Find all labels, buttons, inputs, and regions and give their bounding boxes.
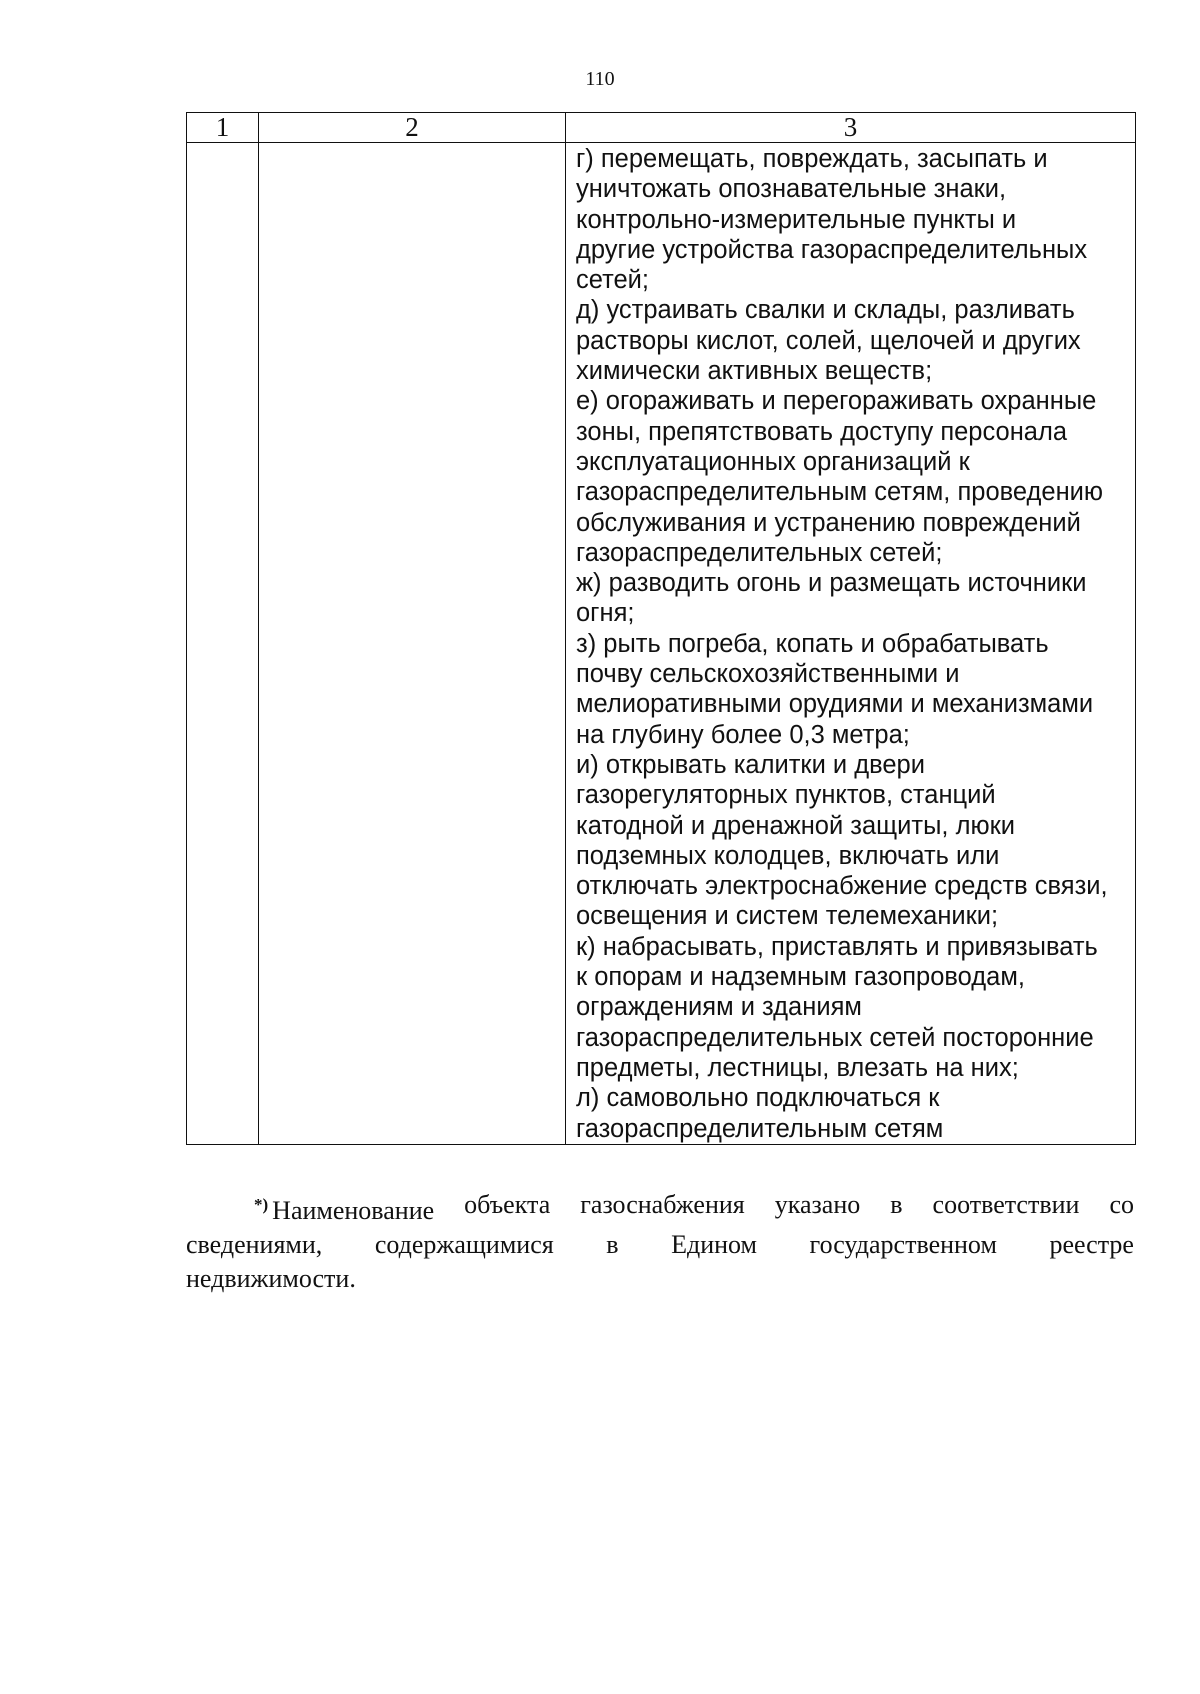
footnote-word: газоснабжения [580, 1190, 745, 1219]
column-header-1: 1 [187, 113, 259, 143]
footnote-line-1 [186, 1188, 1134, 1228]
restriction-line: обслуживания и устранению повреждений [576, 508, 1081, 537]
restriction-line: почву сельскохозяйственными и [576, 660, 960, 689]
restriction-line: эксплуатационных организаций к [576, 447, 970, 476]
restriction-line: л) самовольно подключаться к [576, 1084, 940, 1113]
footnote-word: в [606, 1230, 619, 1259]
restriction-line: к опорам и надземным газопроводам, [576, 963, 1025, 992]
restriction-line: з) рыть погреба, копать и обрабатывать [576, 629, 1049, 658]
footnote-word: содержащимися [374, 1230, 554, 1259]
restriction-line: газораспределительным сетям, проведению [576, 478, 1104, 507]
restriction-line: другие устройства газораспределительных [576, 235, 1088, 264]
restriction-line: зоны, препятствовать доступу персонала [576, 417, 1068, 446]
footnote-word: государственном [809, 1230, 997, 1259]
restriction-line: е) огораживать и перегораживать охранные [576, 387, 1097, 416]
restriction-line: освещения и систем телемеханики; [576, 902, 999, 931]
footnote-word: объекта [464, 1190, 551, 1219]
column-header-2: 2 [259, 113, 566, 143]
footnote-line-2 [186, 1228, 1134, 1262]
page-number: 110 [585, 68, 615, 90]
cell-col-3 [566, 143, 1136, 1145]
table-header-row [187, 113, 1136, 143]
restriction-line: подземных колодцев, включать или [576, 841, 1000, 870]
footnote-line-3 [186, 1262, 1134, 1296]
restriction-line: к) набрасывать, приставлять и привязывать [576, 932, 1098, 961]
column-header-3: 3 [566, 113, 1136, 143]
restriction-line: ж) разводить огонь и размещать источники [576, 569, 1087, 598]
restriction-line: уничтожать опознавательные знаки, [576, 175, 1007, 204]
table-row [187, 143, 1136, 1145]
restriction-line: газораспределительных сетей; [576, 538, 943, 567]
footnote-word: реестре [1049, 1230, 1134, 1259]
restriction-line: на глубину более 0,3 метра; [576, 720, 910, 749]
restriction-line: предметы, лестницы, влезать на них; [576, 1053, 1019, 1082]
footnote [186, 1188, 1134, 1296]
restriction-line: сетей; [576, 266, 649, 295]
footnote-word: в [890, 1190, 903, 1219]
restriction-line: д) устраивать свалки и склады, разливать [576, 296, 1075, 325]
footnote-word: Едином [671, 1230, 757, 1259]
footnote-word: соответствии [932, 1190, 1080, 1219]
restriction-line: огня; [576, 599, 635, 628]
restrictions-list [566, 143, 1135, 1144]
restriction-line: ограждениям и зданиям [576, 993, 862, 1022]
restriction-line: г) перемещать, повреждать, засыпать и [576, 145, 1048, 173]
footnote-marker: *) [254, 1195, 269, 1214]
restriction-line: и) открывать калитки и двери [576, 750, 925, 779]
restriction-line: катодной и дренажной защиты, люки [576, 811, 1015, 840]
footnote-word: *) Наименование [254, 1195, 435, 1225]
regulation-table [186, 112, 1136, 1145]
cell-col-2 [259, 143, 566, 1145]
footnote-word: сведениями, [186, 1230, 323, 1259]
restriction-line: отключать электроснабжение средств связи, [576, 872, 1108, 901]
restriction-line: газораспределительным сетям [576, 1114, 944, 1143]
footnote-word: недвижимости. [186, 1264, 356, 1293]
restriction-line: газорегуляторных пунктов, станций [576, 781, 996, 810]
footnote-word: указано [774, 1190, 861, 1219]
restriction-line: мелиоративными орудиями и механизмами [576, 690, 1094, 719]
footnote-word: со [1109, 1190, 1134, 1219]
restriction-line: контрольно-измерительные пункты и [576, 205, 1017, 234]
restriction-line: химически активных веществ; [576, 357, 933, 386]
cell-col-1 [187, 143, 259, 1145]
restriction-line: газораспределительных сетей посторонние [576, 1023, 1094, 1052]
restriction-line: растворы кислот, солей, щелочей и других [576, 326, 1081, 355]
